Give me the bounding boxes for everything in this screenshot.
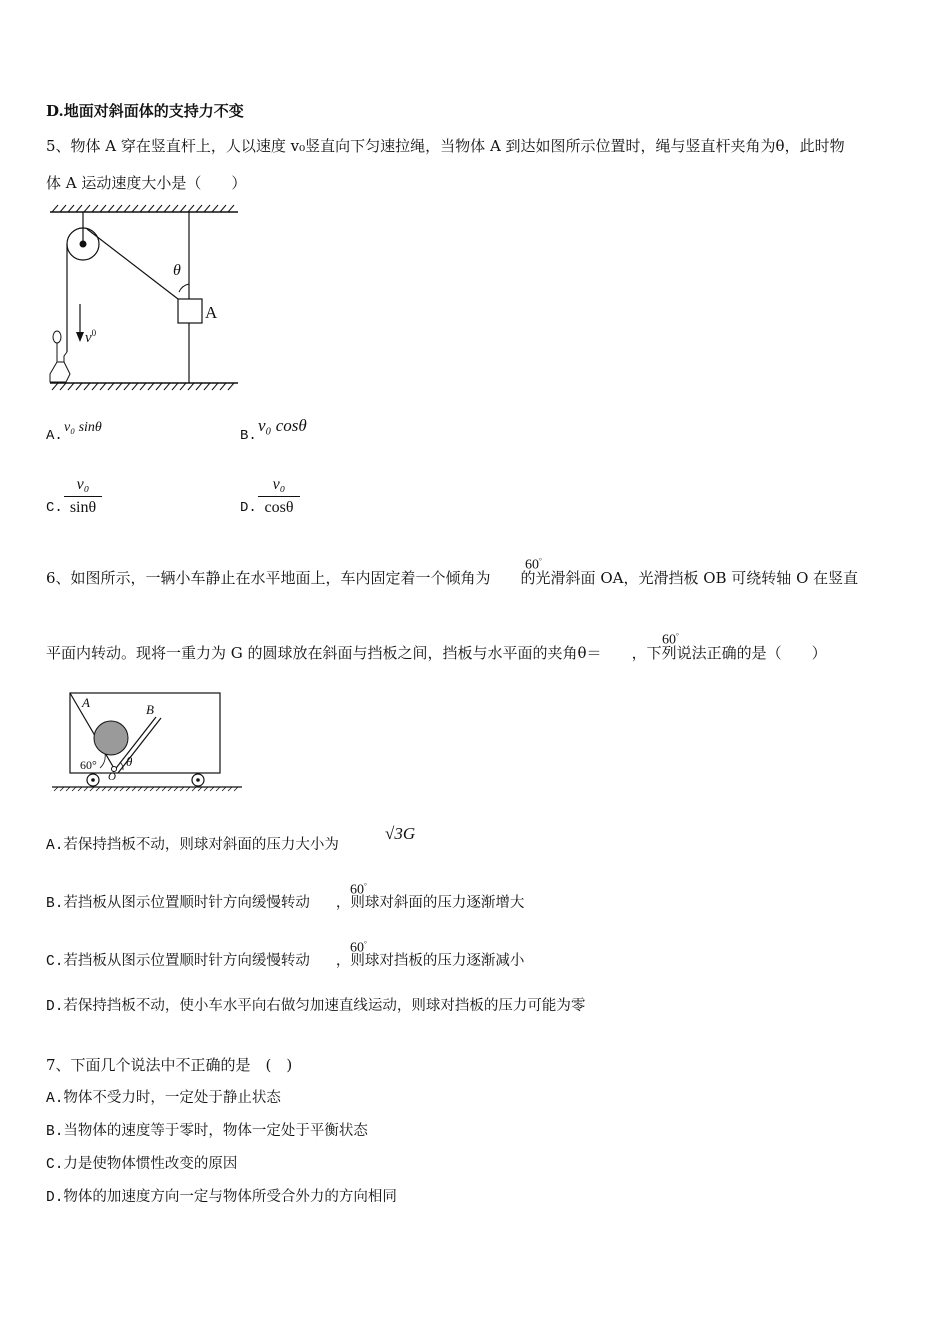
- q6-stem-angle-1: 60°: [525, 557, 542, 573]
- q6-stem-angle-2: 60°: [662, 632, 679, 648]
- q5-figure-block-label: A: [205, 303, 218, 322]
- q5-figure-velocity: $v^0$: [85, 328, 97, 346]
- q6-figure-label-a: A: [82, 695, 90, 710]
- q7-option-d: D.物体的加速度方向一定与物体所受合外力的方向相同: [46, 1190, 397, 1206]
- q5-option-d-fraction: v₀ cosθ: [258, 476, 300, 517]
- q6-option-c-angle: 60°: [350, 940, 367, 956]
- q6-option-a: A.若保持挡板不动，则球对斜面的压力大小为: [46, 838, 339, 854]
- q6-option-b: B.若挡板从图示位置顺时针方向缓慢转动 ，则球对斜面的压力逐渐增大: [46, 896, 525, 912]
- q4-option-d: D.地面对斜面体的支持力不变: [46, 102, 244, 120]
- q7-option-b: B.当物体的速度等于零时，物体一定处于平衡状态: [46, 1124, 368, 1140]
- q5-option-b-label: B.: [240, 428, 257, 444]
- q6-option-c: C.若挡板从图示位置顺时针方向缓慢转动 ，则球对挡板的压力逐渐减小: [46, 954, 525, 970]
- q6-figure-label-o: O: [108, 771, 116, 783]
- q5-option-a-expr: v₀ sinθ: [64, 420, 102, 435]
- q6-option-d: D.若保持挡板不动，使小车水平向右做匀加速直线运动，则球对挡板的压力可能为零: [46, 999, 586, 1015]
- q6-stem-line1: 6、如图所示，一辆小车静止在水平地面上，车内固定着一个倾角为 的光滑斜面 OA，光滑挡板 OB 可绕转轴 O 在竖直: [46, 569, 859, 587]
- q5-pulley-figure: [46, 204, 246, 394]
- q5-option-d-label: D.: [240, 500, 257, 516]
- q5-option-c-fraction: v₀ sinθ: [64, 476, 102, 517]
- q5-figure-theta: θ: [173, 262, 181, 279]
- q7-option-a: A.物体不受力时，一定处于静止状态: [46, 1091, 281, 1107]
- q6-figure-theta: θ: [126, 754, 133, 769]
- q5-option-c-label: C.: [46, 500, 63, 516]
- q6-figure-angle-60: 60°: [80, 758, 97, 772]
- q6-option-a-expr: √3G: [385, 824, 416, 843]
- q6-figure-label-b: B: [146, 702, 154, 717]
- q5-option-b-expr: v₀ cosθ: [258, 416, 307, 435]
- q6-option-b-angle: 60°: [350, 882, 367, 898]
- q5-stem-line2: 体 A 运动速度大小是（ ）: [46, 174, 247, 192]
- q5-option-a-label: A.: [46, 428, 63, 444]
- q5-stem-line1: 5、物体 A 穿在竖直杆上，人以速度 v₀竖直向下匀速拉绳，当物体 A 到达如图所示位置时，绳与竖直杆夹角为θ，此时物: [46, 137, 845, 155]
- q7-stem: 7、下面几个说法中不正确的是 ( ): [46, 1056, 293, 1074]
- q6-stem-line2: 平面内转动。现将一重力为 G 的圆球放在斜面与挡板之间，挡板与水平面的夹角θ＝ ，下列说法正确的是（ ）: [46, 644, 827, 662]
- q7-option-c: C.力是使物体惯性改变的原因: [46, 1157, 238, 1173]
